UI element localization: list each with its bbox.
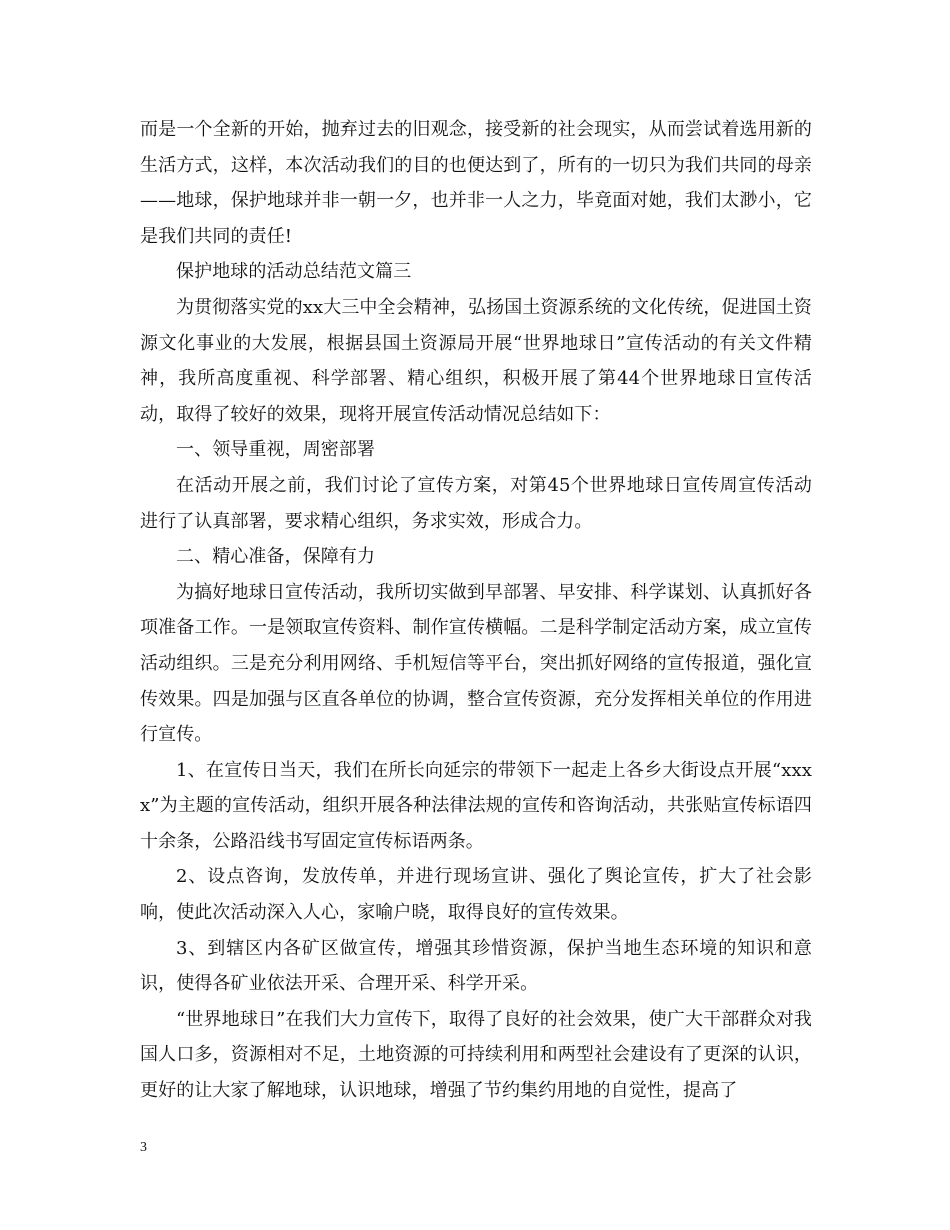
- paragraph-preparation: 为搞好地球日宣传活动，我所切实做到早部署、早安排、科学谋划、认真抓好各项准备工作。一是领取宣传资料、制作宣传横幅。二是科学制定活动方案，成立宣传活动组织。三是充分利用网络、手机短信等平台，突出抓好网络的宣传报道，强化宣传效果。四是加强与区直各单位的协调，整合宣传资源，充分发挥相关单位的作用进行宣传。: [140, 581, 812, 746]
- subheading-one: 一、领导重视，周密部署: [176, 439, 376, 461]
- paragraph-deployment: 在活动开展之前，我们讨论了宣传方案，对第45个世界地球日宣传周宣传活动进行了认真部署，要求精心组织，务求实效，形成合力。: [140, 474, 812, 532]
- document-body: [140, 112, 812, 1109]
- paragraph-conclusion: “世界地球日”在我们大力宣传下，取得了良好的社会效果，使广大干部群众对我国人口多，资源相对不足，土地资源的可持续利用和两型社会建设有了更深的认识，更好的让大家了解地球，认识地球，增强了节约集约用地的自觉性，提高了: [140, 1008, 812, 1102]
- section-heading: 保护地球的活动总结范文篇三: [176, 261, 412, 283]
- page-number: 3: [140, 1140, 147, 1155]
- paragraph-continuation: 而是一个全新的开始，抛弃过去的旧观念，接受新的社会现实，从而尝试着选用新的生活方式，这样，本次活动我们的目的也便达到了，所有的一切只为我们共同的母亲——地球，保护地球并非一朝一夕，也并非一人之力，毕竟面对她，我们太渺小，它是我们共同的责任!: [140, 119, 812, 247]
- subheading-two: 二、精心准备，保障有力: [176, 546, 376, 568]
- list-item-2: 2、设点咨询，发放传单，并进行现场宣讲、强化了舆论宣传，扩大了社会影响，使此次活动深入人心，家喻户晓，取得良好的宣传效果。: [140, 866, 812, 924]
- list-item-3: 3、到辖区内各矿区做宣传，增强其珍惜资源，保护当地生态环境的知识和意识，使得各矿业依法开采、合理开采、科学开采。: [140, 937, 812, 995]
- list-item-1: 1、在宣传日当天，我们在所长向延宗的带领下一起走上各乡大街设点开展“xxxx”为主题的宣传活动，组织开展各种法律法规的宣传和咨询活动，共张贴宣传标语四十余条，公路沿线书写固定宣传标语两条。: [140, 759, 812, 852]
- paragraph-intro: 为贯彻落实党的xx大三中全会精神，弘扬国土资源系统的文化传统，促进国土资源文化事业的大发展，根据县国土资源局开展“世界地球日”宣传活动的有关文件精神，我所高度重视、科学部署、精心组织，积极开展了第44个世界地球日宣传活动，取得了较好的效果，现将开展宣传活动情况总结如下：: [140, 296, 812, 425]
